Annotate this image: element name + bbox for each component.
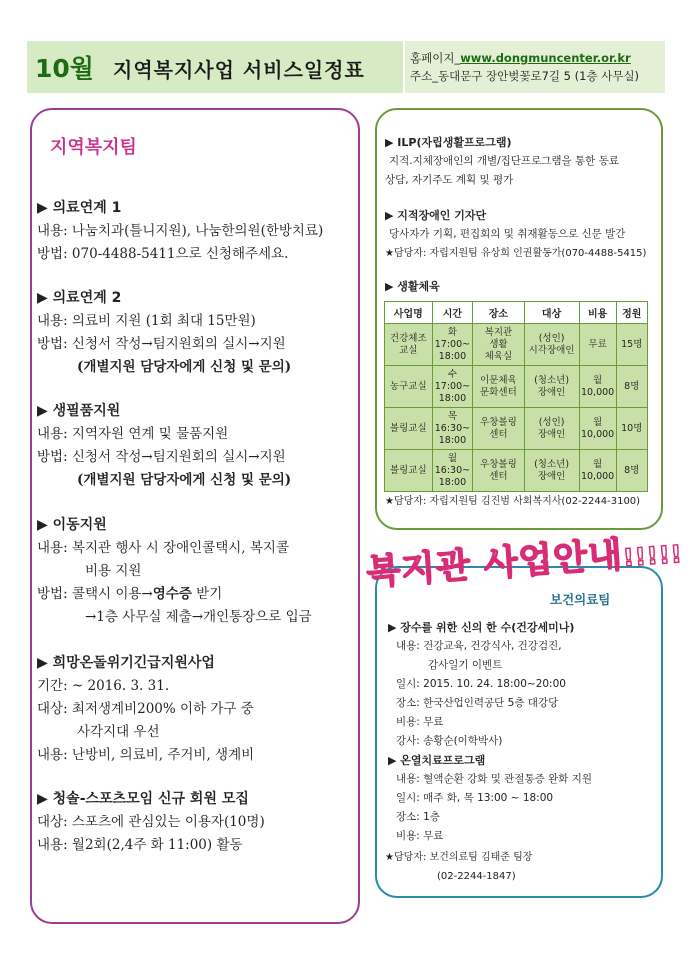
table-cell: 8명 (616, 366, 647, 408)
table-cell: 목 16:30~ 18:00 (432, 408, 473, 450)
table-cell: 무료 (579, 324, 616, 366)
method-text: 방법: 콜택시 이용→ (37, 586, 153, 602)
table-cell: 월 10,000 (579, 450, 616, 492)
column-header: 정원 (616, 302, 647, 324)
section-line: 대상: 스포츠에 관심있는 이용자(10명) (37, 814, 265, 830)
section-line: 일시: 2015. 10. 24. 18:00~20:00 (396, 678, 566, 690)
table-cell: 건강체조 교실 (385, 324, 433, 366)
section-heading: ▶ 희망온돌위기긴급지원사업 (37, 655, 215, 671)
section-line: 비용: 무료 (396, 830, 444, 842)
section-line: 내용: 월2회(2,4주 화 11:00) 활동 (37, 837, 243, 853)
section-line: 일시: 매주 화, 목 13:00 ~ 18:00 (396, 792, 554, 804)
table-cell: (성인) 시각장애인 (524, 324, 579, 366)
section-heading: ▶ 의료연계 2 (37, 290, 122, 306)
section-line: 내용: 의료비 지원 (1회 최대 15만원) (37, 313, 256, 329)
section-line: →1층 사무실 제출→개인통장으로 입금 (85, 609, 312, 625)
section-heading: ▶ 지적장애인 기자단 (385, 209, 487, 222)
month-label: 10월 (35, 54, 94, 83)
page-header (27, 41, 665, 93)
table-cell: 월 10,000 (579, 408, 616, 450)
table-cell: (청소년) 장애인 (524, 366, 579, 408)
method-text: 받기 (191, 586, 223, 602)
contact-line: ★담당자: 자립지원팀 유상희 인권활동가(070-4488-5415) (385, 248, 647, 259)
section-note: (개별지원 담당자에게 신청 및 문의) (77, 472, 292, 488)
section-heading: ▶ 온열치료프로그램 (388, 754, 486, 767)
section-line: 비용: 무료 (396, 716, 444, 728)
table-cell: 농구교실 (385, 366, 433, 408)
receipt-text: 영수증 (152, 586, 192, 602)
banner-exclamation: !!!!! (622, 539, 684, 573)
section-sports-heading (385, 277, 655, 296)
health-contact (385, 848, 655, 886)
sports-schedule-table (384, 301, 648, 492)
table-cell: (성인) 장애인 (524, 408, 579, 450)
section-heading: ▶ 장수를 위한 신의 한 수(건강세미나) (388, 621, 575, 634)
table-cell: 15명 (616, 324, 647, 366)
homepage-line (410, 50, 631, 66)
section-line: 내용: 혈액순환 강화 및 관절통증 완화 지원 (396, 773, 592, 785)
section-line: 강사: 송황순(이학박사) (396, 735, 503, 747)
header-contact-panel (405, 41, 665, 93)
section-line: 내용: 난방비, 의료비, 주거비, 생계비 (37, 747, 255, 763)
table-cell: 볼링교실 (385, 408, 433, 450)
table-header-row (385, 302, 648, 324)
section-line: 방법: 070-4488-5411으로 신청해주세요. (37, 246, 289, 262)
section-emergency-support (37, 652, 357, 767)
column-header: 시간 (432, 302, 473, 324)
column-header: 장소 (473, 302, 524, 324)
section-line: 장소: 한국산업인력공단 5층 대강당 (396, 697, 559, 709)
section-medical-2 (37, 287, 357, 379)
section-line: 기간: ~ 2016. 3. 31. (37, 678, 170, 694)
table-row (385, 324, 648, 366)
column-header: 비용 (579, 302, 616, 324)
table-cell: 화 17:00~ 18:00 (432, 324, 473, 366)
table-row (385, 450, 648, 492)
sports-contact: ★담당자: 자립지원팀 김진범 사회복지사(02-2244-3100) (385, 496, 641, 507)
section-line: 장소: 1층 (396, 811, 440, 823)
section-health-seminar (388, 618, 658, 751)
section-thermal-therapy (388, 751, 658, 846)
column-header: 대상 (524, 302, 579, 324)
team-title-community: 지역복지팀 (50, 137, 137, 158)
section-line: 내용: 나눔치과(틀니지원), 나눔한의원(한방치료) (37, 223, 324, 239)
section-reporters (385, 206, 655, 263)
address-line: 주소_동대문구 장안벚꽃로7길 5 (1층 사무실) (410, 69, 640, 83)
section-note: (개별지원 담당자에게 신청 및 문의) (77, 359, 292, 375)
table-cell: 우창볼링 센터 (473, 408, 524, 450)
section-line: 당사자가 기획, 편집회의 및 취재활동으로 신문 발간 (389, 228, 626, 240)
table-cell: 우창볼링 센터 (473, 450, 524, 492)
section-necessities (37, 400, 357, 492)
table-cell: 8명 (616, 450, 647, 492)
section-heading: ▶ 생필품지원 (37, 403, 121, 419)
section-line: 사각지대 우선 (77, 724, 160, 740)
homepage-label: 홈페이지_ (410, 51, 461, 65)
section-medical-1 (37, 197, 357, 266)
section-line: 감사일기 이벤트 (428, 659, 503, 671)
contact-line: ★담당자: 보건의료팀 김태준 팀장 (385, 852, 533, 863)
section-heading: ▶ 생활체육 (385, 280, 440, 293)
header-title-panel (27, 41, 403, 93)
section-line: 내용: 지역자원 연계 및 물품지원 (37, 426, 229, 442)
section-line: 내용: 복지관 행사 시 장애인콜택시, 복지콜 (37, 540, 289, 556)
section-transport (37, 514, 357, 629)
homepage-link[interactable]: www.dongmuncenter.or.kr (460, 51, 631, 65)
section-line: 내용: 건강교육, 건강식사, 건강검진, (396, 640, 562, 652)
table-cell: (청소년) 장애인 (524, 450, 579, 492)
table-cell: 10명 (616, 408, 647, 450)
table-cell: 월 16:30~ 18:00 (432, 450, 473, 492)
page-title: 지역복지사업 서비스일정표 (113, 58, 365, 82)
section-line: 상담, 자기주도 계획 및 평가 (385, 174, 514, 186)
table-cell: 이문체육 문화센터 (473, 366, 524, 408)
section-line: 비용 지원 (85, 563, 142, 579)
section-heading: ▶ ILP(자립생활프로그램) (385, 136, 512, 149)
team-title-health: 보건의료팀 (550, 592, 611, 607)
section-line: 방법: 신청서 작성→팀지원회의 실시→지원 (37, 449, 286, 465)
section-ilp (385, 133, 655, 190)
section-heading: ▶ 의료연계 1 (37, 200, 122, 216)
section-line (37, 583, 357, 606)
column-header: 사업명 (385, 302, 433, 324)
banner-text: 복지관 사업안내 (365, 535, 625, 593)
section-heading: ▶ 청솔-스포츠모임 신규 회원 모집 (37, 791, 249, 807)
section-line: 지적.지체장애인의 개별/집단프로그램을 통한 동료 (389, 155, 619, 167)
table-cell: 월 10,000 (579, 366, 616, 408)
table-cell: 수 17:00~ 18:00 (432, 366, 473, 408)
table-cell: 복지관 생활 체육실 (473, 324, 524, 366)
section-line: 대상: 최저생계비200% 이하 가구 중 (37, 701, 254, 717)
section-line: 방법: 신청서 작성→팀지원회의 실시→지원 (37, 336, 286, 352)
section-sports-club (37, 788, 357, 857)
table-row (385, 366, 648, 408)
section-heading: ▶ 이동지원 (37, 517, 107, 533)
table-row (385, 408, 648, 450)
contact-phone: (02-2244-1847) (437, 871, 516, 882)
table-cell: 볼링교실 (385, 450, 433, 492)
